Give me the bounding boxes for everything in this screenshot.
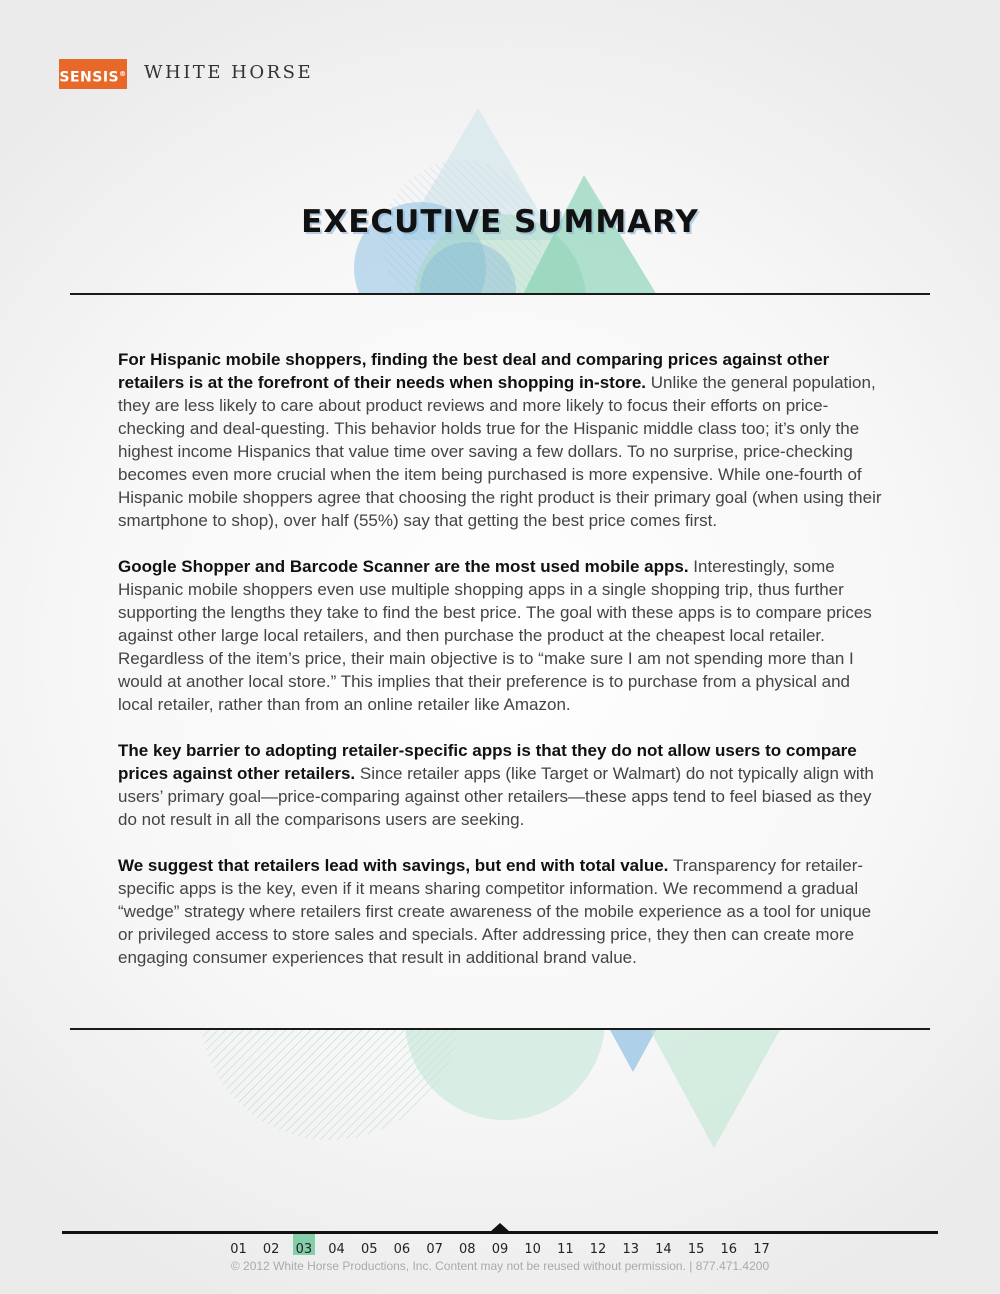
- summary-paragraph-2: [118, 555, 888, 716]
- page-link-01[interactable]: 01: [230, 1242, 247, 1257]
- paragraph-body: Since retailer apps (like Target or Walmart) do not typically align with users’ primary goal—price-comparing against other retailers—these apps tend to feel biased as they do not result in all the comparisons users are seeking.: [118, 764, 874, 829]
- page-link-05[interactable]: 05: [360, 1242, 378, 1257]
- summary-paragraph-3: [118, 739, 888, 831]
- page-link-02[interactable]: 02: [262, 1242, 280, 1257]
- copyright-notice: © 2012 White Horse Productions, Inc. Content may not be reused without permission. | 877.471.4200: [230, 1259, 770, 1273]
- paragraph-lead: Google Shopper and Barcode Scanner are the most used mobile apps.: [118, 557, 689, 576]
- page-navigation: [0, 1241, 1000, 1257]
- page-link-04[interactable]: 04: [328, 1242, 345, 1257]
- paragraph-lead: The key barrier to adopting retailer-specific apps is that they do not allow users to compare prices against other retailers.: [118, 741, 857, 783]
- summary-content: [118, 348, 888, 992]
- header-shapes: [354, 108, 660, 386]
- bottom-divider: [70, 1028, 930, 1030]
- footer-bar: [62, 1231, 938, 1234]
- brand-logo-badge: [59, 59, 127, 89]
- summary-paragraph-1: [118, 348, 888, 532]
- page-link-17[interactable]: 17: [753, 1242, 770, 1257]
- summary-paragraph-4: [118, 854, 888, 969]
- page-link-08[interactable]: 08: [459, 1242, 476, 1257]
- paragraph-lead: For Hispanic mobile shoppers, finding the best deal and comparing prices against other retailers is at the forefront of their needs when shopping in-store.: [118, 350, 830, 392]
- page-link-12[interactable]: 12: [589, 1242, 607, 1257]
- brand-badge-text: SENSIS: [59, 69, 120, 86]
- top-divider: [70, 293, 930, 295]
- paragraph-body: Unlike the general population, they are less likely to care about product reviews and more likely to focus their efforts on price-checking and deal-questing. This behavior holds true for the Hispanic middle class too; it’s only the highest income Hispanics that value time over saving a few dollars. To no surprise, price-checking becomes even more crucial when the item being purchased is more expensive. While one-fourth of Hispanic mobile shoppers agree that choosing the right product is their primary goal (when using their smartphone to shop), over half (55%) say that getting the best price comes first.: [118, 373, 882, 530]
- page-link-09[interactable]: 09: [491, 1242, 509, 1257]
- page-link-10[interactable]: 10: [524, 1242, 541, 1257]
- brand-name: WHITE HORSE: [144, 62, 314, 83]
- page-link-16[interactable]: 16: [720, 1242, 738, 1257]
- page-link-14[interactable]: 14: [655, 1242, 672, 1257]
- page-link-13[interactable]: 13: [622, 1242, 640, 1257]
- paragraph-body: Interestingly, some Hispanic mobile shoppers even use multiple shopping apps in a single shopping trip, thus further supporting the lengths they take to find the best price. The goal with these apps is to compare prices against other large local retailers, and then purchase the product at the cheapest local retailer. Regardless of the item’s price, their main objective is to “make sure I am not spending more than I would at another local store.” This implies that their preference is to purchase from a physical and local retailer, rather than from an online retailer like Amazon.: [118, 557, 872, 714]
- page-link-15[interactable]: 15: [687, 1242, 705, 1257]
- page-link-07[interactable]: 07: [426, 1242, 443, 1257]
- page-title: EXECUTIVE SUMMARY: [301, 204, 699, 240]
- brand-badge-mark: ®: [119, 70, 127, 78]
- paragraph-body: Transparency for retailer-specific apps is the key, even if it means sharing competitor information. We recommend a gradual “wedge” strategy where retailers first create awareness of the mobile experience as a tool for unique or privileged access to store sales and specials. After addressing price, they then can create more engaging consumer experiences that result in additional brand value.: [118, 856, 872, 967]
- page-link-06[interactable]: 06: [393, 1242, 411, 1257]
- page-link-11[interactable]: 11: [557, 1242, 574, 1257]
- page-link-03-current[interactable]: 03: [291, 1241, 318, 1257]
- paragraph-lead: We suggest that retailers lead with savings, but end with total value.: [118, 856, 669, 875]
